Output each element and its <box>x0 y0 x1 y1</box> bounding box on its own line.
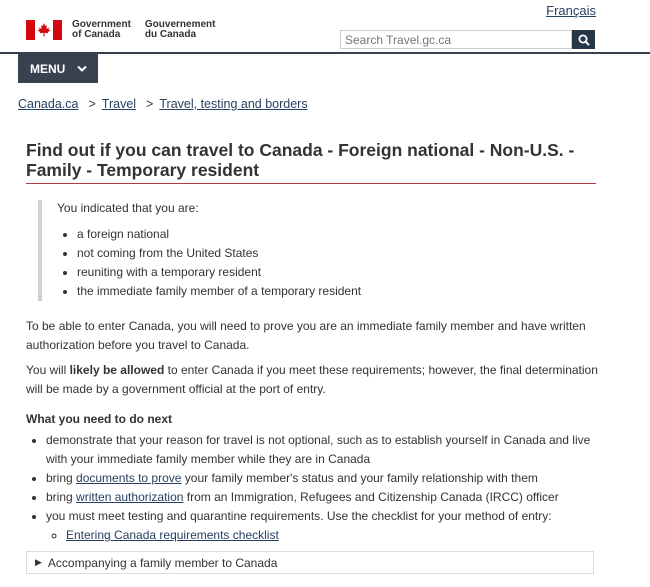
documents-to-prove-link[interactable]: documents to prove <box>76 471 182 485</box>
breadcrumb-travel-testing-link[interactable]: Travel, testing and borders <box>159 97 308 111</box>
entering-canada-checklist-link[interactable]: Entering Canada requirements checklist <box>66 528 279 542</box>
checklist-item <box>66 526 601 545</box>
search-input[interactable] <box>340 30 572 49</box>
selection-item: • not coming from the United States <box>77 244 457 263</box>
signature-english: Government of Canada <box>72 19 131 40</box>
breadcrumb-canada-link[interactable]: Canada.ca <box>18 97 79 111</box>
chevron-down-icon <box>77 65 87 73</box>
determination-paragraph: You will likely be allowed to enter Canada if you meet these requirements; however, the final determination will be made by a government official at the port of entry. <box>26 363 598 396</box>
search-button[interactable] <box>572 30 595 49</box>
selection-item: • a foreign national <box>77 225 457 244</box>
language-toggle-link[interactable]: Français <box>546 3 596 18</box>
requirement-paragraph: To be able to enter Canada, you will need to prove you are an immediate family member and have written authorization before you travel to Canada. <box>26 319 586 352</box>
page-title: Find out if you can travel to Canada - Foreign national - Non-U.S. - Family - Temporary resident <box>26 140 596 184</box>
selection-summary-callout <box>38 200 457 301</box>
triangle-right-icon: ▶ <box>35 557 42 567</box>
site-search <box>340 30 595 49</box>
search-icon <box>578 34 590 46</box>
selection-list <box>57 225 457 301</box>
signature-french: Gouvernement du Canada <box>144 19 216 40</box>
next-step-item: • bring written authorization from an Immigration, Refugees and Citizenship Canada (IRCC) officer <box>46 488 601 507</box>
menu-button[interactable] <box>18 54 98 83</box>
next-step-item: • you must meet testing and quarantine requirements. Use the checklist for your method of entry: ◦ Entering Canada requirements checklist <box>46 507 601 545</box>
selection-item: • reuniting with a temporary resident <box>77 263 457 282</box>
accompanying-family-details-toggle[interactable] <box>26 551 594 574</box>
details-summary-label: Accompanying a family member to Canada <box>47 555 278 570</box>
callout-intro: You indicated that you are: <box>57 201 199 215</box>
written-authorization-link[interactable]: written authorization <box>76 490 184 504</box>
selection-item: • the immediate family member of a temporary resident <box>77 282 457 301</box>
breadcrumb-separator: > <box>146 97 154 111</box>
breadcrumb <box>18 97 308 111</box>
next-step-item: • bring documents to prove your family member's status and your family relationship with them <box>46 469 601 488</box>
menu-label: MENU <box>30 61 66 76</box>
government-wordmark[interactable] <box>26 20 215 40</box>
next-steps-heading: What you need to do next <box>26 412 172 426</box>
next-steps-list <box>26 431 601 545</box>
checklist-sublist <box>46 526 601 545</box>
breadcrumb-travel-link[interactable]: Travel <box>101 97 137 111</box>
main-content <box>26 317 601 545</box>
likely-allowed-emphasis: likely be allowed <box>69 363 165 377</box>
canada-flag-icon <box>26 20 62 40</box>
next-step-item: • demonstrate that your reason for travel is not optional, such as to establish yourself in Canada and live with your immediate family member while they are in Canada <box>46 431 601 469</box>
breadcrumb-separator: > <box>88 97 96 111</box>
